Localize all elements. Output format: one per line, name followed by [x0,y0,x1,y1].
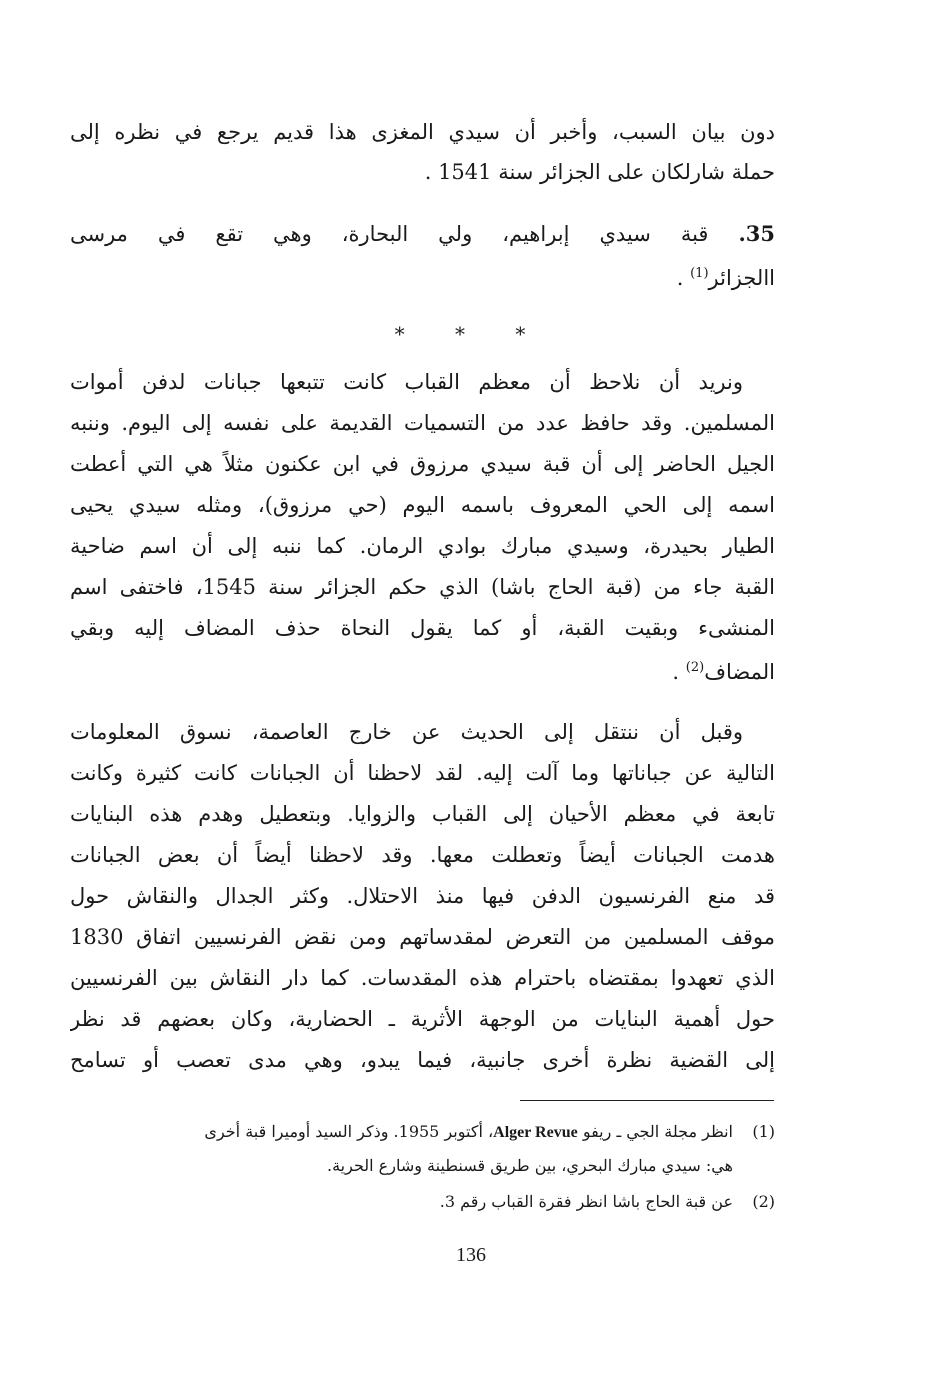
text-line: المسلمين. وقد حافظ عدد من التسميات القديمة على نفسه إلى اليوم. وننبه [70,411,775,435]
text-line: الذي تعهدوا بمقتضاه باحترام هذه المقدسات. كما دار النقاش بين الفرنسيين [70,966,775,990]
text-line: دون بيان السبب، وأخبر أن سيدي المغزى هذا قديم يرجع في نظره إلى [70,120,775,144]
text-line: حملة شارلكان على الجزائر سنة 1541 . [424,160,775,184]
text-line: هدمت الجبانات أيضاً وتعطلت معها. وقد لاحظنا أيضاً أن بعض الجبانات [70,843,775,867]
footnote-text: انظر مجلة الجي ـ ريفو [582,1122,733,1141]
footnote-divider [520,1100,774,1101]
page-number: 136 [456,1244,486,1266]
period: . [676,266,684,290]
text-line: اسمه إلى الحي المعروف باسمه اليوم (حي مرزوق)، ومثله سيدي يحيى [70,493,775,517]
text-line: التالية عن جباناتها وما آلت إليه. لقد لاحظنا أن الجبانات كانت كثيرة وكانت [70,761,775,785]
text-line: إلى القضية نظرة أخرى جانبية، فيما يبدو، وهي مدى تعصب أو تسامح [70,1048,775,1072]
footnote-ref-1[interactable]: (1) [690,266,709,281]
text: المضاف [704,660,775,684]
section-separator: * * * [394,322,548,346]
text-line: الطيار بحيدرة، وسيدي مبارك بوادي الرمان. كما ننبه إلى أن اسم ضاحية [70,534,775,558]
text-line: القبة جاء من (قبة الحاج باشا) الذي حكم الجزائر سنة 1545، فاختفى اسم [70,575,775,599]
text-line: الجيل الحاضر إلى أن قبة سيدي مرزوق في ابن عكنون مثلاً هي التي أعطت [70,452,775,476]
footnote-text: ، أكتوبر 1955. وذكر السيد أوميرا قبة أخرى [204,1122,494,1141]
text-line-last [70,652,775,692]
item-35-line-1 [70,214,775,254]
text-line: وقبل أن ننتقل إلى الحديث عن خارج العاصمة، نسوق المعلومات [70,720,743,744]
text-line: ونريد أن نلاحظ أن معظم القباب كانت تتبعها جبانات لدفن أموات [70,370,743,394]
text-line: المنشىء وبقيت القبة، أو كما يقول النحاة حذف المضاف إليه وبقي [70,616,775,640]
footnote-text: عن قبة الحاج باشا انظر فقرة القباب رقم 3. [439,1192,733,1211]
journal-name: Alger Revue [493,1124,578,1141]
footnote-marker: (1) [752,1122,775,1141]
text-line: حول أهمية البنايات من الوجهة الأثرية ـ الحضارية، وكان بعضهم قد نظر [70,1007,775,1031]
item-35-text: قبة سيدي إبراهيم، ولي البحارة، وهي تقع في مرسى [70,222,709,246]
item-35-text-end: االجزائر [708,266,775,290]
text-line: موقف المسلمين من التعرض لمقدساتهم ومن نقض الفرنسيين اتفاق 1830 [70,925,775,949]
item-number: 35. [738,221,775,246]
text-line: تابعة في معظم الأحيان إلى القباب والزوايا. وبتعطيل وهدم هذه البنايات [70,802,775,826]
footnote-1 [70,1116,775,1149]
footnote-1-continuation: هي: سيدي مبارك البحري، بين طريق قسنطينة وشارع الحرية. [327,1156,733,1175]
footnote-marker: (2) [752,1192,775,1211]
footnote-ref-2[interactable]: (2) [685,660,705,675]
item-35-line-2 [70,258,775,298]
period: . [672,660,680,684]
footnote-2 [70,1186,775,1218]
text-line: قد منع الفرنسيون الدفن فيها منذ الاحتلال. وكثر الجدال والنقاش حول [70,884,775,908]
